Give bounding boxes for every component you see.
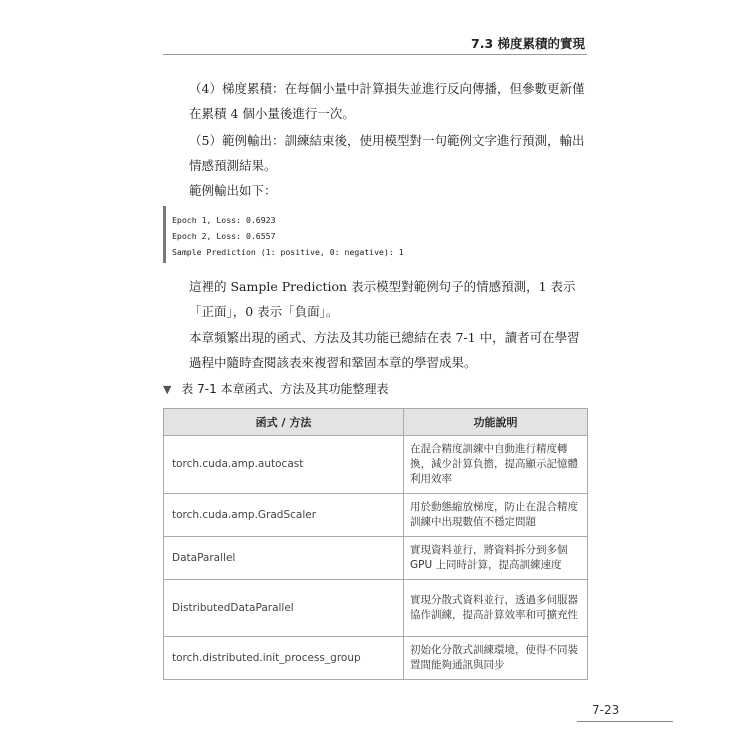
table-row — [164, 436, 588, 494]
code-line: Epoch 2, Loss: 0.6557 — [172, 231, 276, 241]
table-row — [164, 637, 588, 680]
paragraph-gradient-accumulation: （4）梯度累積：在每個小量中計算損失並進行反向傳播，但參數更新僅在累積 4 個小量後進行一次。 — [189, 81, 585, 121]
function-description: 用於動態縮放梯度，防止在混合精度訓練中出現數值不穩定問題 — [404, 494, 588, 537]
code-output-block — [163, 206, 587, 263]
function-description: 實現分散式資料並行，透過多伺服器協作訓練，提高計算效率和可擴充性 — [404, 580, 588, 637]
footer-rule — [577, 721, 673, 722]
table-caption-text: 表 7-1 本章函式、方法及其功能整理表 — [181, 382, 389, 396]
paragraph-example-output: （5）範例輸出：訓練結束後，使用模型對一句範例文字進行預測，輸出情感預測結果。 — [189, 133, 585, 173]
caption-triangle-icon: ▼ — [163, 383, 172, 396]
page-number: 7-23 — [592, 703, 620, 717]
function-name: DistributedDataParallel — [164, 580, 404, 637]
table-caption — [163, 380, 587, 397]
function-name: torch.distributed.init_process_group — [164, 637, 404, 680]
paragraph-table-intro: 本章頻繁出現的函式、方法及其功能已總結在表 7-1 中，讀者可在學習過程中隨時查閱該表來複習和鞏固本章的學習成果。 — [189, 330, 580, 370]
function-name: DataParallel — [164, 537, 404, 580]
table-row — [164, 580, 588, 637]
function-description: 實現資料並行，將資料拆分到多個 GPU 上同時計算，提高訓練速度 — [404, 537, 588, 580]
example-output-label: 範例輸出如下： — [189, 183, 277, 198]
table-row — [164, 494, 588, 537]
function-description: 初始化分散式訓練環境，使得不同裝置間能夠通訊與同步 — [404, 637, 588, 680]
table-row — [164, 537, 588, 580]
function-name: torch.cuda.amp.GradScaler — [164, 494, 404, 537]
function-name: torch.cuda.amp.autocast — [164, 436, 404, 494]
section-title: 7.3 梯度累積的實現 — [471, 36, 585, 51]
code-line: Sample Prediction (1: positive, 0: negative): 1 — [172, 247, 404, 257]
code-line: Epoch 1, Loss: 0.6923 — [172, 215, 276, 225]
function-summary-table — [163, 408, 588, 680]
header-description: 功能說明 — [404, 409, 588, 436]
function-description: 在混合精度訓練中自動進行精度轉換，減少計算負擔，提高顯示記憶體利用效率 — [404, 436, 588, 494]
running-header — [163, 30, 587, 55]
paragraph-sample-prediction: 這裡的 Sample Prediction 表示模型對範例句子的情感預測，1 表示「正面」，0 表示「負面」。 — [189, 279, 576, 319]
table-header-row — [164, 409, 588, 436]
header-function: 函式 / 方法 — [164, 409, 404, 436]
